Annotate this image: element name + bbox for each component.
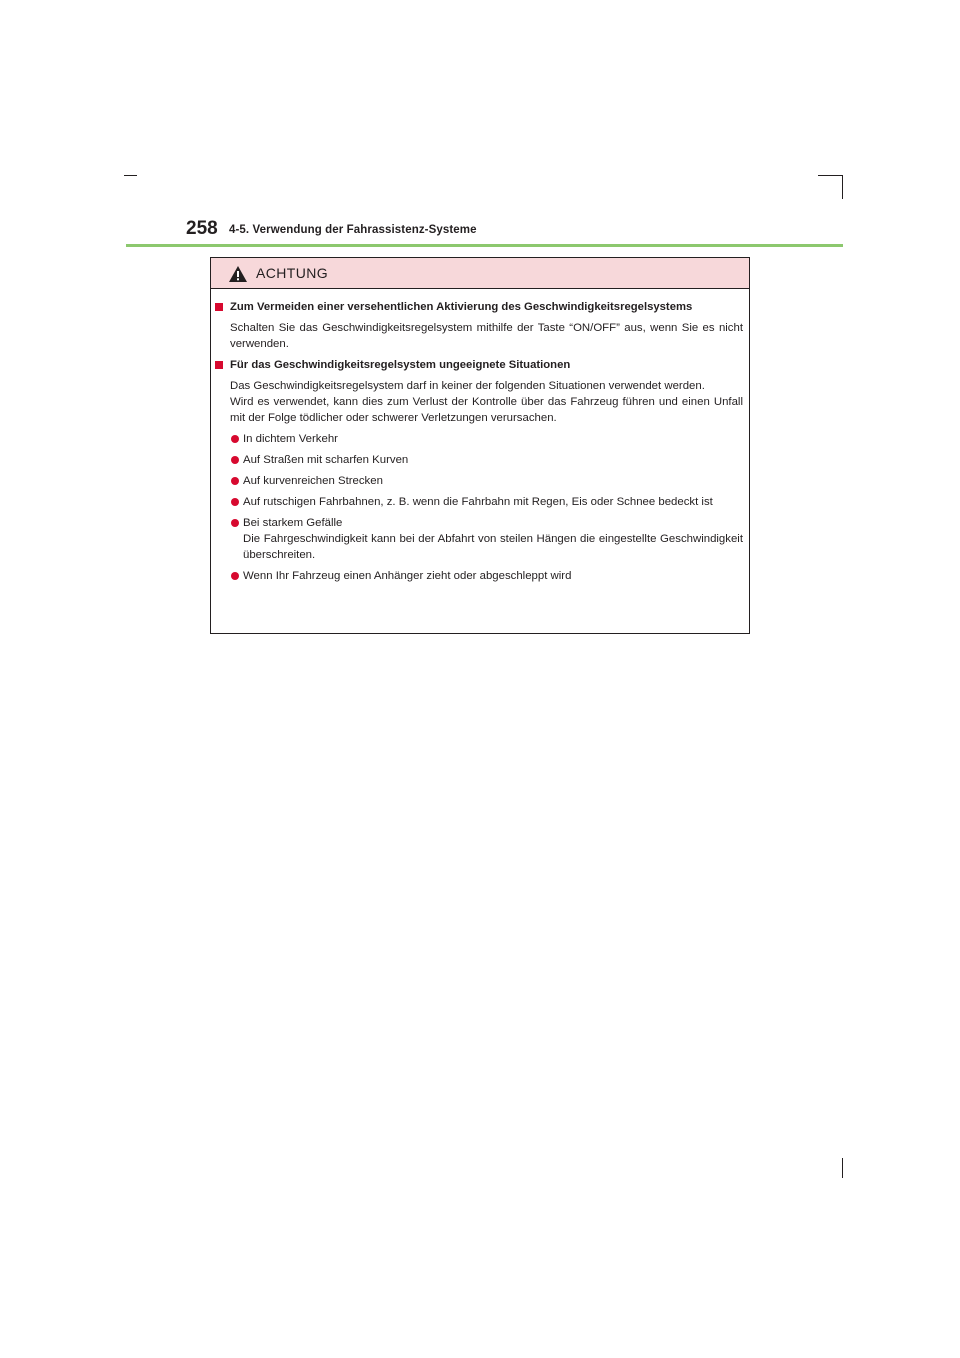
crop-mark	[842, 175, 843, 199]
warning-body	[211, 289, 749, 584]
warning-header	[211, 258, 749, 289]
crop-mark	[818, 175, 842, 176]
section-title: 4-5. Verwendung der Fahrassistenz-Systeme	[229, 224, 477, 236]
paragraph: Schalten Sie das Geschwindigkeitsregelsystem mithilfe der Taste “ON/OFF” aus, wenn Sie es nicht verwenden.	[230, 322, 743, 350]
warning-section	[215, 357, 749, 584]
square-bullet-icon	[215, 361, 223, 369]
circle-bullet-icon	[231, 477, 239, 485]
paragraph: Das Geschwindigkeitsregelsystem darf in keiner der folgenden Situationen verwendet werden.	[230, 380, 705, 392]
circle-bullet-icon	[231, 435, 239, 443]
square-bullet-icon	[215, 303, 223, 311]
list-item: Auf Straßen mit scharfen Kurven	[215, 452, 749, 468]
list-item: Wenn Ihr Fahrzeug einen Anhänger zieht oder abgeschleppt wird	[215, 568, 749, 584]
crop-mark	[124, 175, 137, 176]
list-item: Bei starkem Gefälle Die Fahrgeschwindigkeit kann bei der Abfahrt von steilen Hängen die eingestellte Geschwindigkeit überschreiten.	[215, 515, 749, 563]
header-rule	[126, 244, 843, 247]
page-number: 258	[186, 218, 218, 239]
list-item: Auf kurvenreichen Strecken	[215, 473, 749, 489]
section-heading: Zum Vermeiden einer versehentlichen Aktivierung des Geschwindigkeitsregelsystems	[215, 299, 749, 315]
warning-triangle-icon	[228, 265, 248, 283]
section-heading: Für das Geschwindigkeitsregelsystem ungeeignete Situationen	[215, 357, 749, 373]
list-item: In dichtem Verkehr	[215, 431, 749, 447]
circle-bullet-icon	[231, 456, 239, 464]
circle-bullet-icon	[231, 498, 239, 506]
paragraph: Wird es verwendet, kann dies zum Verlust der Kontrolle über das Fahrzeug führen und einen Unfall mit der Folge tödlicher oder schwerer Verletzungen verursachen.	[230, 396, 743, 424]
warning-section	[215, 299, 749, 352]
list-item: Auf rutschigen Fahrbahnen, z. B. wenn die Fahrbahn mit Regen, Eis oder Schnee bedeckt ist	[215, 494, 749, 510]
circle-bullet-icon	[231, 572, 239, 580]
warning-box	[210, 257, 750, 634]
crop-mark	[842, 1158, 843, 1178]
warning-label: ACHTUNG	[256, 265, 329, 281]
circle-bullet-icon	[231, 519, 239, 527]
bullet-note: Die Fahrgeschwindigkeit kann bei der Abfahrt von steilen Hängen die eingestellte Geschwindigkeit überschreiten.	[243, 533, 743, 561]
